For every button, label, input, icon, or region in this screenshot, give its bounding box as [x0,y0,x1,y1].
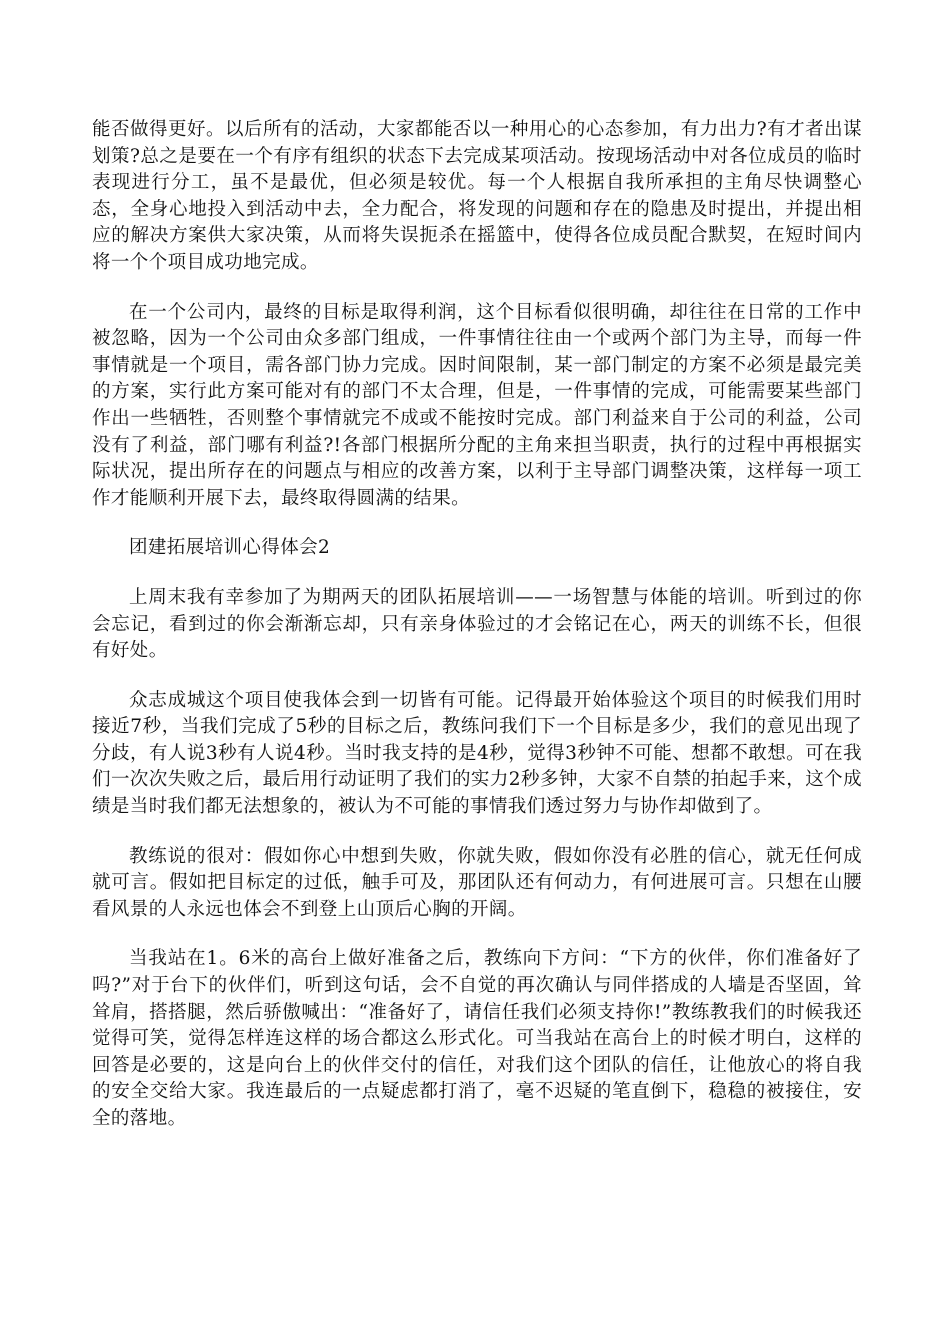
section-title: 团建拓展培训心得体会2 [129,537,331,559]
paragraph-project-experience: 众志成城这个项目使我体会到一切皆有可能。记得最开始体验这个项目的时候我们用时接近7秒，当我们完成了5秒的目标之后，教练问我们下一个目标是多少，我们的意见出现了分歧，有人说3秒有人说4秒。当时我支持的是4秒，觉得3秒钟不可能、想都不敢想。可在我们一次次失败之后，最后用行动证明了我们的实力2秒多钟，大家不自禁的拍起手来，这个成绩是当时我们都无法想象的，被认为不可能的事情我们透过努力与协作却做到了。 [92,689,862,818]
paragraph-company-goal: 在一个公司内，最终的目标是取得利润，这个目标看似很明确，却往往在日常的工作中被忽略，因为一个公司由众多部门组成，一件事情往往由一个或两个部门为主导，而每一件事情就是一个项目，需各部门协力完成。因时间限制，某一部门制定的方案不必须是最完美的方案，实行此方案可能对有的部门不太合理，但是，一件事情的完成，可能需要某些部门作出一些牺牲，否则整个事情就完不成或不能按时完成。部门利益来自于公司的利益，公司没有了利益，部门哪有利益?!各部门根据所分配的主角来担当职责，执行的过程中再根据实际状况，提出所存在的问题点与相应的改善方案，以利于主导部门调整决策，这样每一项工作才能顺利开展下去，最终取得圆满的结果。 [92,301,862,509]
paragraph-coach-advice: 教练说的很对：假如你心中想到失败，你就失败，假如你没有必胜的信心，就无任何成就可言。假如把目标定的过低，触手可及，那团队还有何动力，有何进展可言。只想在山腰看风景的人永远也体会不到登上山顶后心胸的开阔。 [92,845,862,920]
paragraph-continuation: 能否做得更好。以后所有的活动，大家都能否以一种用心的心态参加，有力出力?有才者出谋划策?总之是要在一个有序有组织的状态下去完成某项活动。按现场活动中对各位成员的临时表现进行分工，虽不是最优，但必须是较优。每一个人根据自我所承担的主角尽快调整心态，全身心地投入到活动中去，全力配合，将发现的问题和存在的隐患及时提出，并提出相应的解决方案供大家决策，从而将失误扼杀在摇篮中，使得各位成员配合默契，在短时间内将一个个项目成功地完成。 [92,119,862,273]
paragraph-trust-fall: 当我站在1。6米的高台上做好准备之后，教练向下方问：“下方的伙伴，你们准备好了吗?”对于台下的伙伴们，听到这句话，会不自觉的再次确认与同伴搭成的人墙是否坚固，耸耸肩，搭搭腿，然后骄傲喊出：“准备好了，请信任我们必须支持你!”教练教我们的时候我还觉得可笑，觉得怎样连这样的场合都这么形式化。可当我站在高台上的时候才明白，这样的回答是必要的，这是向台上的伙伴交付的信任，对我们这个团队的信任，让他放心的将自我的安全交给大家。我连最后的一点疑虑都打消了，毫不迟疑的笔直倒下，稳稳的被接住，安全的落地。 [92,948,862,1129]
document-page [92,117,862,1156]
paragraph-training-intro: 上周末我有幸参加了为期两天的团队拓展培训——一场智慧与体能的培训。听到过的你会忘记，看到过的你会渐渐忘却，只有亲身体验过的才会铭记在心，两天的训练不长，但很有好处。 [92,586,862,662]
